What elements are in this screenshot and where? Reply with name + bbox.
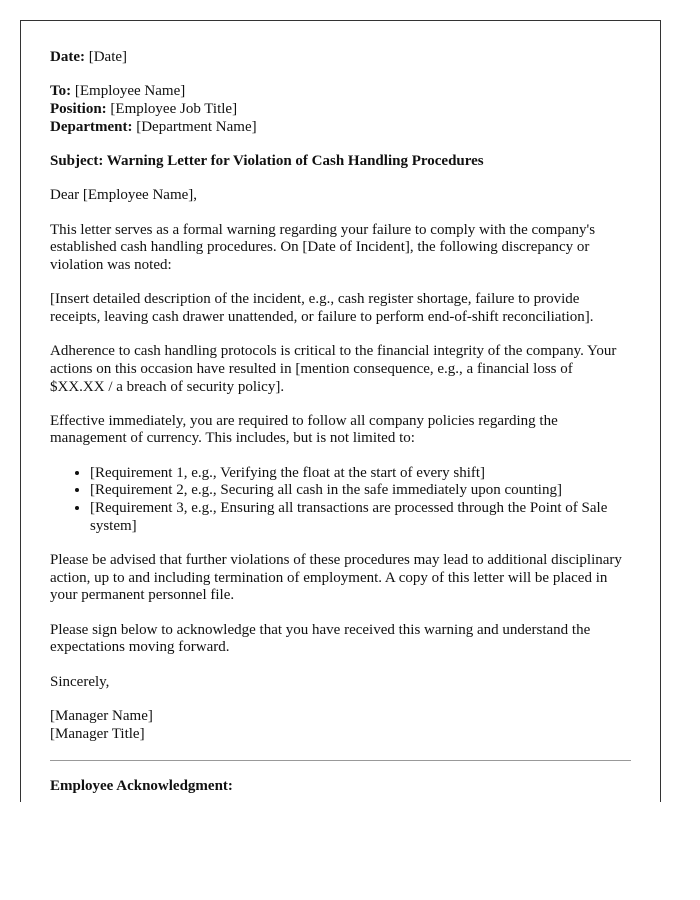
acknowledgment-heading: Employee Acknowledgment: [50,777,233,794]
signature-block: [Manager Name] [Manager Title] [50,708,153,742]
subject-line: Subject: Warning Letter for Violation of Cash Handling Procedures [50,152,484,169]
divider [50,760,631,761]
closing: Sincerely, [50,673,110,690]
list-item: • [Requirement 2, e.g., Securing all cash in the safe immediately upon counting] [90,482,631,500]
list-item: • [Requirement 3, e.g., Ensuring all transactions are processed through the Point of Sale system] [90,500,631,535]
paragraph-consequence: Adherence to cash handling protocols is critical to the financial integrity of the company. Your actions on this occasion have resulted in [mention consequence, e.g., a financial loss of $XX.XX / a breach of security policy]. [50,343,617,395]
letter-page [20,20,661,802]
requirements-list [50,465,631,535]
paragraph-incident: [Insert detailed description of the incident, e.g., cash register shortage, failure to provide receipts, leaving cash drawer unattended, or failure to perform end-of-shift reconciliation]. [50,291,594,325]
paragraph-warning: Please be advised that further violations of these procedures may lead to additional disciplinary action, up to and including termination of employment. A copy of this letter will be placed in your permanent personnel file. [50,552,622,604]
paragraph-intro: This letter serves as a formal warning regarding your failure to comply with the company's established cash handling procedures. On [Date of Incident], the following discrepancy or violation was noted: [50,221,596,273]
date-line: Date: [Date] [50,49,128,65]
paragraph-requirements: Effective immediately, you are required to follow all company policies regarding the management of currency. This includes, but is not limited to: [50,412,558,447]
paragraph-sign: Please sign below to acknowledge that you have received this warning and understand the expectations moving forward. [50,621,591,656]
list-item: • [Requirement 1, e.g., Verifying the float at the start of every shift] [90,465,631,483]
recipient-block: To: [Employee Name] Position: [Employee Job Title] Department: [Department Name] [50,83,257,135]
salutation: Dear [Employee Name], [50,187,198,204]
